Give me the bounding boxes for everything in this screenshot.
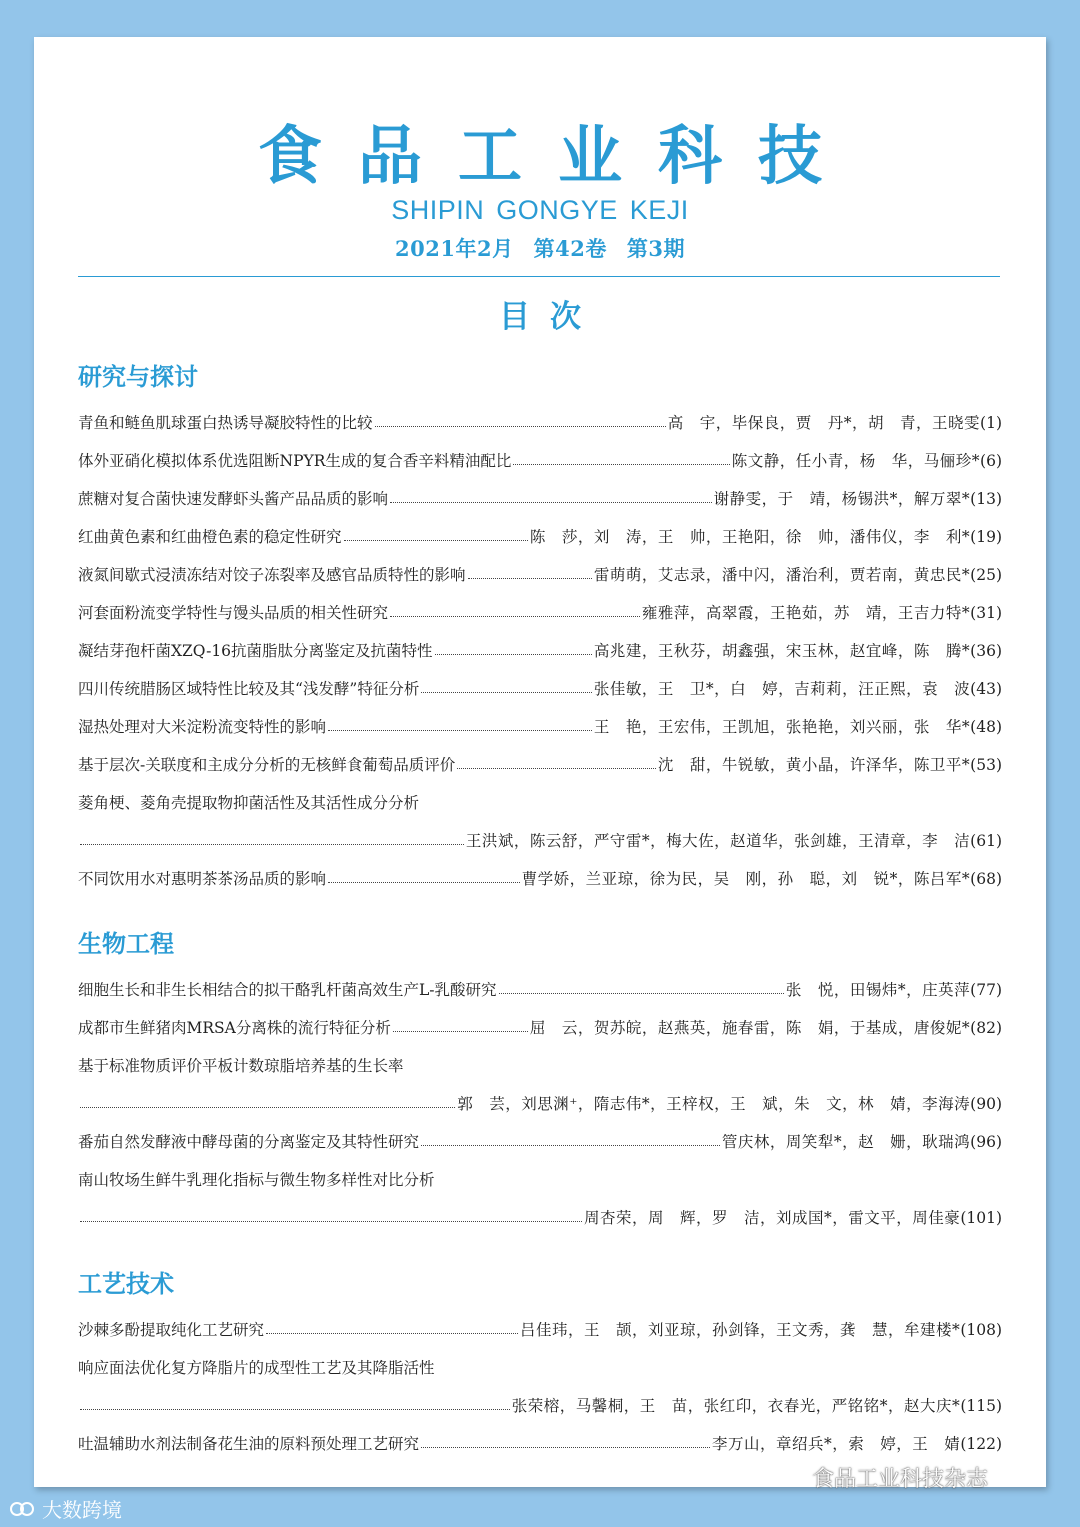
entry-page: (77): [970, 981, 1002, 999]
entry-authors: 陈 莎，刘 涛，王 帅，王艳阳，徐 帅，潘伟仪，李 利*: [529, 528, 971, 546]
toc-entry[interactable]: [78, 1432, 1002, 1454]
entry-title: 四川传统腊肠区域特性比较及其“浅发酵”特征分析: [78, 680, 420, 698]
toc-entry[interactable]: [78, 677, 1002, 699]
entry-authors: 王 艳，王宏伟，王凯旭，张艳艳，刘兴丽，张 华*: [593, 718, 971, 736]
entry-authors: 谢静雯，于 靖，杨锡洪*，解万翠*: [713, 490, 971, 508]
issue-number: 第3期: [626, 236, 685, 261]
entry-page: (101): [960, 1209, 1002, 1227]
entry-title[interactable]: 南山牧场生鲜牛乳理化指标与微生物多样性对比分析: [78, 1171, 435, 1189]
toc-entry[interactable]: [78, 715, 1002, 737]
leader-dots: [390, 615, 640, 617]
toc-page: [34, 37, 1046, 1487]
entry-title[interactable]: 菱角梗、菱角壳提取物抑菌活性及其活性成分分析: [78, 794, 420, 812]
toc-entry[interactable]: [78, 449, 1002, 471]
entry-title: 河套面粉流变学特性与馒头品质的相关性研究: [78, 604, 389, 622]
toc-entry[interactable]: [78, 601, 1002, 623]
leader-dots: [421, 691, 592, 693]
entry-authors: 张荣榕，马馨桐，王 苗，张红印，衣春光，严铭铭*，赵大庆*: [511, 1397, 961, 1415]
entry-page: (68): [970, 870, 1002, 888]
source-watermark: [8, 1494, 122, 1523]
logo-icon: [8, 1497, 36, 1521]
leader-dots: [457, 767, 656, 769]
entry-page: (96): [970, 1133, 1002, 1151]
entry-authors: 曹学娇，兰亚琼，徐为民，吴 刚，孙 聪，刘 锐*，陈吕军*: [521, 870, 971, 888]
issue-date: 2021年2月: [395, 236, 514, 261]
entry-page: (90): [970, 1095, 1002, 1113]
toc-entry[interactable]: [78, 978, 1002, 1000]
entry-title: 不同饮用水对惠明茶茶汤品质的影响: [78, 870, 327, 888]
toc-entry[interactable]: [78, 1394, 1002, 1416]
entry-authors: 王洪斌，陈云舒，严守雷*，梅大佐，赵道华，张剑雄，王清章，李 洁: [465, 832, 971, 850]
entry-title[interactable]: 基于标准物质评价平板计数琼脂培养基的生长率: [78, 1057, 404, 1075]
toc-entry[interactable]: [78, 753, 1002, 775]
issue-info: [34, 233, 1046, 263]
entry-title: 体外亚硝化模拟体系优选阻断NPYR生成的复合香辛料精油配比: [78, 452, 512, 470]
entry-page: (108): [960, 1321, 1002, 1339]
leader-dots: [80, 1408, 510, 1410]
entry-title: 基于层次-关联度和主成分分析的无核鲜食葡萄品质评价: [78, 756, 456, 774]
entry-authors: 管庆林，周笑犁*，赵 姗，耿瑞鸿: [721, 1133, 971, 1151]
entry-authors: 郭 芸，刘思渊⁺，隋志伟*，王梓权，王 斌，朱 文，林 婧，李海涛: [457, 1095, 971, 1113]
entry-page: (122): [960, 1435, 1002, 1453]
leader-dots: [513, 463, 729, 465]
toc-entry[interactable]: [78, 525, 1002, 547]
section-heading: 生物工程: [78, 929, 174, 958]
journal-title: 食品工业科技: [258, 119, 858, 194]
entry-authors: 雷萌萌，艾志录，潘中闪，潘治利，贾若南，黄忠民*: [593, 566, 971, 584]
entry-title: 青鱼和鲢鱼肌球蛋白热诱导凝胶特性的比较: [78, 414, 373, 432]
entry-title: 蔗糖对复合菌快速发酵虾头酱产品品质的影响: [78, 490, 389, 508]
entry-authors: 高 宇，毕保良，贾 丹*，胡 青，王晓雯: [667, 414, 981, 432]
journal-pinyin: SHIPIN GONGYE KEJI: [391, 195, 689, 225]
entry-page: (61): [970, 832, 1002, 850]
entry-page: (31): [970, 604, 1002, 622]
entry-authors: 沈 甜，牛锐敏，黄小晶，许泽华，陈卫平*: [657, 756, 971, 774]
wechat-icon: [778, 1466, 806, 1490]
entry-title: 湿热处理对大米淀粉流变特性的影响: [78, 718, 327, 736]
leader-dots: [328, 881, 520, 883]
entry-title: 凝结芽孢杆菌XZQ-16抗菌脂肽分离鉴定及抗菌特性: [78, 642, 433, 660]
entry-title: 液氮间歇式浸渍冻结对饺子冻裂率及感官品质特性的影响: [78, 566, 466, 584]
toc-entry[interactable]: [78, 563, 1002, 585]
entry-page: (25): [970, 566, 1002, 584]
leader-dots: [328, 729, 592, 731]
section-heading: 研究与探讨: [78, 362, 198, 391]
entry-authors: 屈 云，贺苏皖，赵燕英，施春雷，陈 娟，于基成，唐俊妮*: [529, 1019, 971, 1037]
entry-page: (53): [970, 756, 1002, 774]
entry-title: 番茄自然发酵液中酵母菌的分离鉴定及其特性研究: [78, 1133, 420, 1151]
leader-dots: [421, 1144, 720, 1146]
leader-dots: [499, 992, 784, 994]
wechat-account-name: 食品工业科技杂志: [812, 1467, 989, 1492]
leader-dots: [435, 653, 592, 655]
entry-page: (36): [970, 642, 1002, 660]
entry-page: (13): [970, 490, 1002, 508]
leader-dots: [468, 577, 592, 579]
leader-dots: [421, 1446, 710, 1448]
entry-authors: 吕佳玮，王 颉，刘亚琼，孙剑锋，王文秀，龚 慧，牟建楼*: [520, 1321, 961, 1339]
leader-dots: [393, 1030, 528, 1032]
toc-entry[interactable]: [78, 487, 1002, 509]
entry-title: 细胞生长和非生长相结合的拟干酪乳杆菌高效生产L-乳酸研究: [78, 981, 497, 999]
leader-dots: [266, 1332, 518, 1334]
source-name: 大数跨境: [42, 1498, 122, 1522]
entry-title[interactable]: 响应面法优化复方降脂片的成型性工艺及其降脂活性: [78, 1359, 435, 1377]
entry-title: 成都市生鲜猪肉MRSA分离株的流行特征分析: [78, 1019, 391, 1037]
entry-page: (82): [970, 1019, 1002, 1037]
toc-entry[interactable]: [78, 1318, 1002, 1340]
entry-page: (1): [980, 414, 1002, 432]
entry-authors: 李万山，章绍兵*，索 婷，王 婧: [712, 1435, 961, 1453]
entry-title: 红曲黄色素和红曲橙色素的稳定性研究: [78, 528, 342, 546]
leader-dots: [344, 539, 528, 541]
toc-entry[interactable]: [78, 639, 1002, 661]
toc-heading: 目次: [499, 299, 601, 335]
entry-page: (6): [980, 452, 1002, 470]
leader-dots: [80, 843, 464, 845]
entry-authors: 雍雅萍，高翠霞，王艳茹，苏 靖，王吉力特*: [641, 604, 971, 622]
entry-page: (43): [970, 680, 1002, 698]
toc-entry[interactable]: [78, 411, 1002, 433]
entry-authors: 张 悦，田锡炜*，庄英萍: [785, 981, 971, 999]
leader-dots: [80, 1220, 582, 1222]
section-heading: 工艺技术: [78, 1269, 174, 1298]
toc-entry[interactable]: [78, 1206, 1002, 1228]
toc-entry[interactable]: [78, 1092, 1002, 1114]
entry-page: (19): [970, 528, 1002, 546]
wechat-watermark: [778, 1462, 988, 1493]
issue-volume: 第42卷: [533, 236, 607, 261]
toc-entry[interactable]: [78, 867, 1002, 889]
leader-dots: [390, 501, 712, 503]
entry-authors: 高兆建，王秋芬，胡鑫强，宋玉林，赵宜峰，陈 腾*: [593, 642, 971, 660]
header-divider: [78, 276, 1000, 277]
entry-page: (115): [960, 1397, 1002, 1415]
leader-dots: [375, 425, 666, 427]
entry-title: 吐温辅助水剂法制备花生油的原料预处理工艺研究: [78, 1435, 420, 1453]
entry-title: 沙棘多酚提取纯化工艺研究: [78, 1321, 265, 1339]
toc-entry[interactable]: [78, 829, 1002, 851]
entry-authors: 周杏荣，周 辉，罗 洁，刘成国*，雷文平，周佳豪: [584, 1209, 961, 1227]
entry-authors: 张佳敏，王 卫*，白 婷，吉莉莉，汪正熙，袁 波: [593, 680, 971, 698]
leader-dots: [80, 1106, 455, 1108]
entry-page: (48): [970, 718, 1002, 736]
toc-entry[interactable]: [78, 1130, 1002, 1152]
entry-authors: 陈文静，任小青，杨 华，马俪珍*: [731, 452, 981, 470]
toc-entry[interactable]: [78, 1016, 1002, 1038]
